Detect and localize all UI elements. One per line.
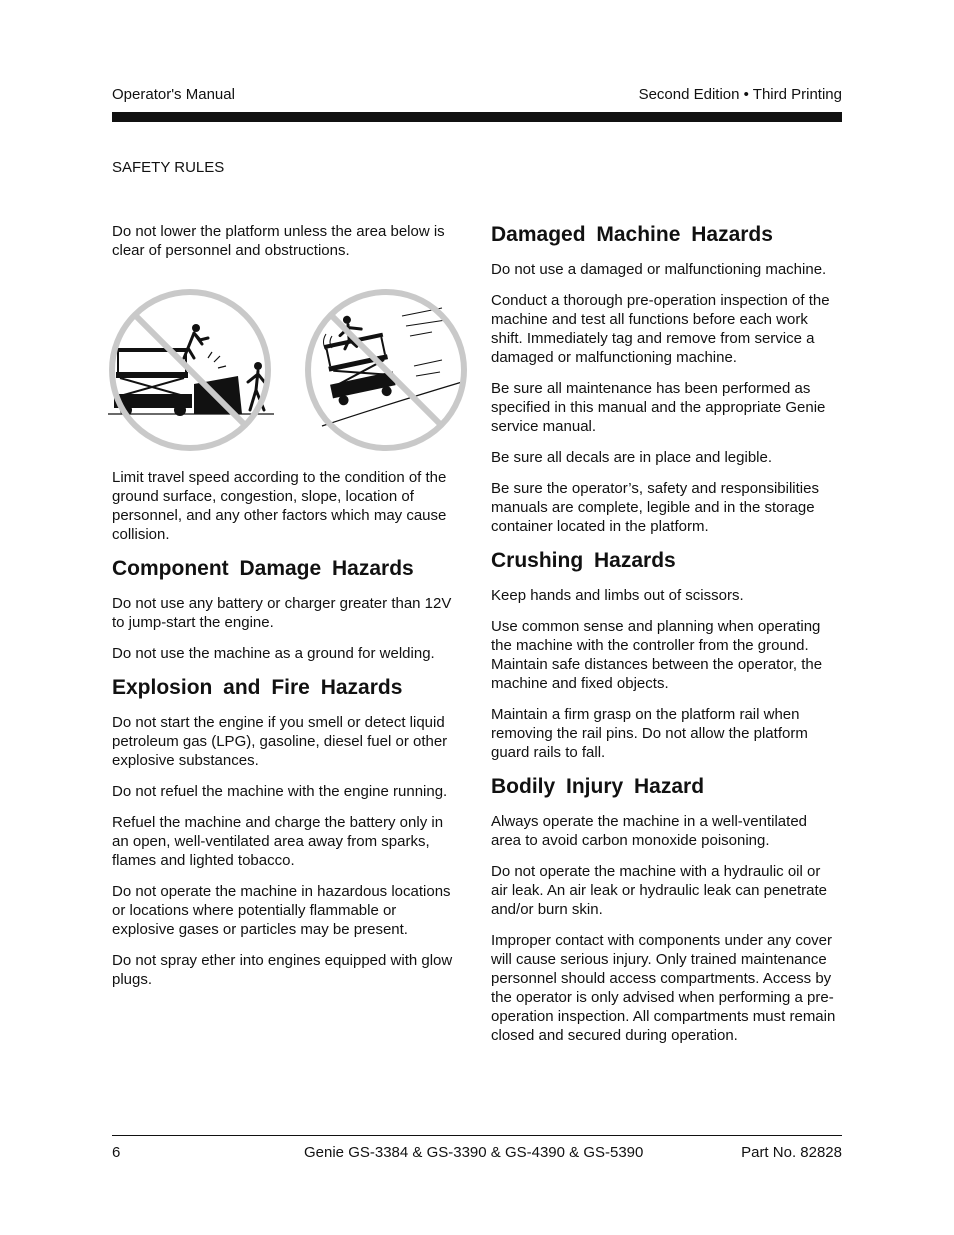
explosion-fire-p3: Refuel the machine and charge the battery only in an open, well-ventilated area away from sparks, flames and lighted tobacco.	[112, 814, 444, 869]
component-damage-p2: Do not use the machine as a ground for welding.	[112, 645, 435, 662]
damaged-machine-p3: Be sure all maintenance has been performed as specified in this manual and the appropriate Genie service manual.	[491, 380, 826, 435]
component-damage-p1: Do not use any battery or charger greater than 12V to jump-start the engine.	[112, 595, 452, 631]
explosion-fire-p2: Do not refuel the machine with the engine running.	[112, 783, 448, 800]
component-damage-heading: Component Damage Hazards	[112, 557, 414, 580]
bodily-injury-p1: Always operate the machine in a well-ventilated area to avoid carbon monoxide poisoning.	[491, 813, 808, 849]
footer-model-list: Genie GS-3384 & GS-3390 & GS-4390 & GS-5390	[304, 1144, 644, 1161]
section-label: SAFETY RULES	[112, 159, 225, 176]
damaged-machine-p5: Be sure the operator’s, safety and responsibilities manuals are complete, legible and in the storage container located in the platform.	[491, 480, 819, 535]
right-column	[491, 222, 841, 1057]
damaged-machine-p1: Do not use a damaged or malfunctioning machine.	[491, 261, 827, 278]
explosion-fire-p1: Do not start the engine if you smell or detect liquid petroleum gas (LPG), gasoline, diesel fuel or other explosive substances.	[112, 714, 448, 769]
bodily-injury-p3: Improper contact with components under any cover will cause serious injury. Only trained maintenance personnel should access compartments. Access by the operator is only advised when performing a pre-operation inspection. All compartments must remain closed and secured during operation.	[491, 932, 836, 1044]
explosion-fire-p4: Do not operate the machine in hazardous locations or locations where potentially flammable or explosive gases or particles may be present.	[112, 883, 451, 938]
prohibited-lowering-platform-icon	[108, 286, 278, 454]
explosion-fire-p5: Do not spray ether into engines equipped with glow plugs.	[112, 952, 453, 988]
safety-illustrations	[112, 286, 472, 454]
header-rule	[112, 112, 842, 122]
damaged-machine-heading: Damaged Machine Hazards	[491, 223, 773, 246]
footer-rule	[112, 1135, 842, 1136]
damaged-machine-p2: Conduct a thorough pre-operation inspection of the machine and test all functions before each work shift. Immediately tag and remove from service a damaged or malfunctioning machine.	[491, 292, 830, 366]
crushing-p2: Use common sense and planning when operating the machine with the controller from the ground. Maintain safe distances between the operator, the machine and fixed objects.	[491, 618, 823, 692]
left-column	[112, 222, 462, 1001]
header-title: Operator's Manual	[112, 86, 235, 103]
damaged-machine-p4: Be sure all decals are in place and legible.	[491, 449, 773, 466]
bodily-injury-heading: Bodily Injury Hazard	[491, 775, 705, 798]
bodily-injury-p2: Do not operate the machine with a hydraulic oil or air leak. An air leak or hydraulic leak can penetrate and/or burn skin.	[491, 863, 828, 918]
page-number: 6	[112, 1144, 121, 1161]
intro-paragraph: Do not lower the platform unless the area below is clear of personnel and obstructions.	[112, 223, 445, 259]
travel-speed-paragraph: Limit travel speed according to the condition of the ground surface, congestion, slope, location of personnel, and any other factors which may cause collision.	[112, 469, 447, 543]
prohibited-travel-slope-icon	[302, 286, 472, 454]
crushing-heading: Crushing Hazards	[491, 549, 676, 572]
header-edition: Second Edition • Third Printing	[638, 86, 842, 103]
explosion-fire-heading: Explosion and Fire Hazards	[112, 676, 403, 699]
crushing-p1: Keep hands and limbs out of scissors.	[491, 587, 744, 604]
crushing-p3: Maintain a firm grasp on the platform rail when removing the rail pins. Do not allow the platform guard rails to fall.	[491, 706, 808, 761]
footer-part-number: Part No. 82828	[741, 1144, 842, 1161]
